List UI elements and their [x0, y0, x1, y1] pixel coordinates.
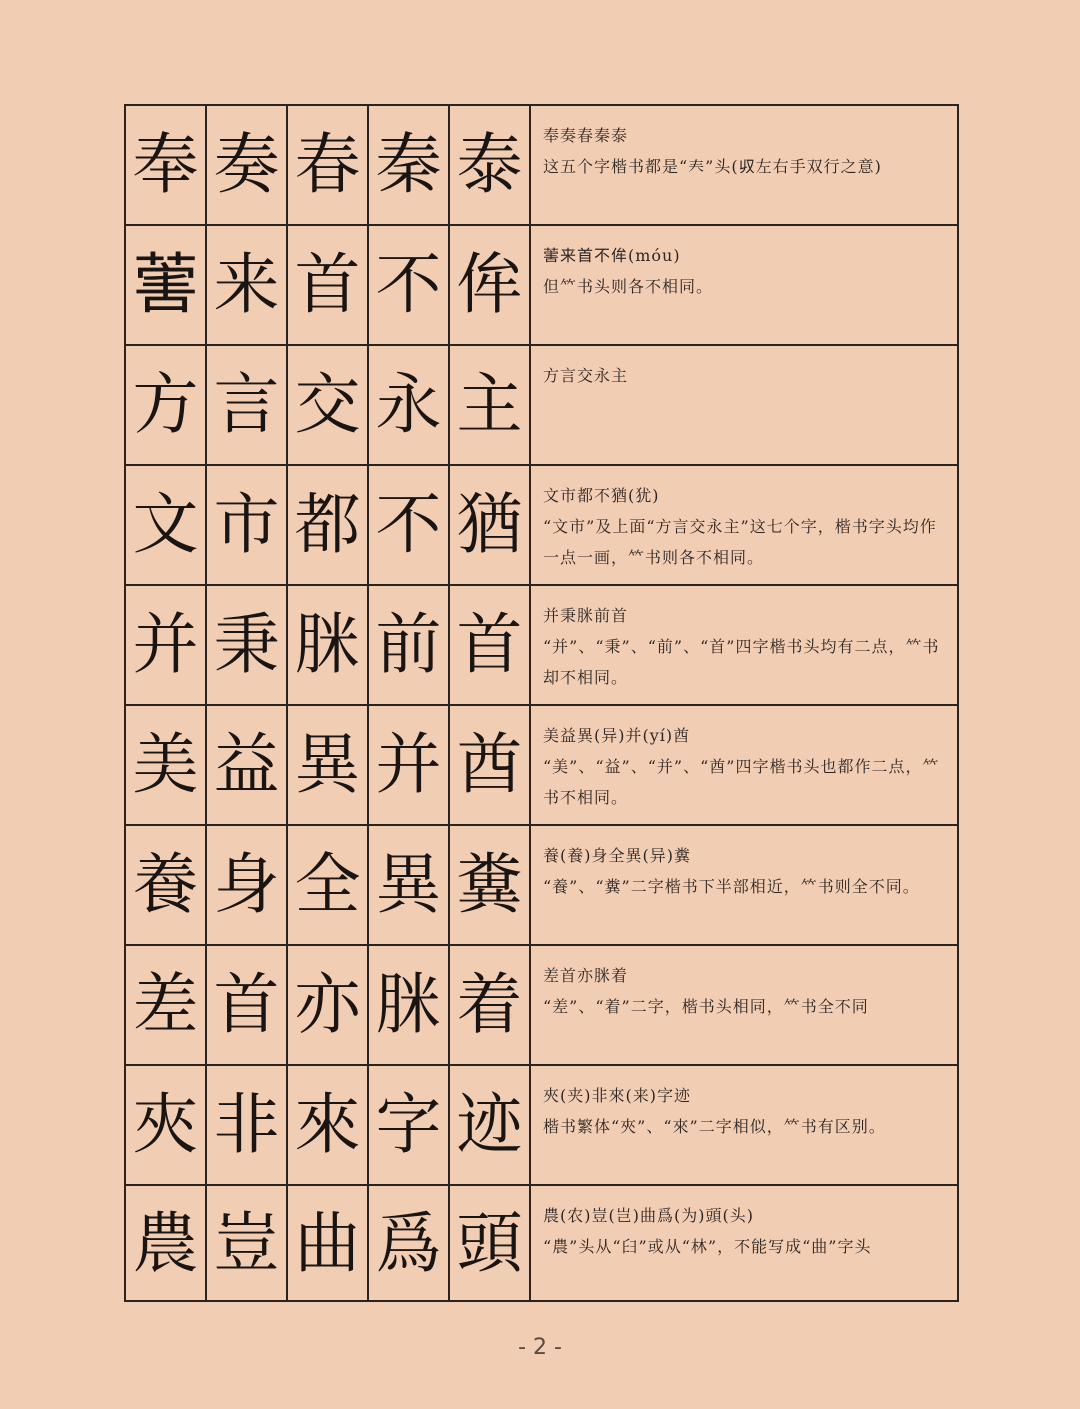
glyph-cell: 夾 — [126, 1066, 207, 1184]
table-row — [126, 1186, 957, 1302]
table-row — [126, 466, 957, 586]
row-title: 養(養)身全異(异)糞 — [543, 846, 691, 865]
row-description: “美”、“益”、“并”、“酋”四字楷书头也都作二点，𥫗书不相同。 — [543, 757, 940, 807]
glyph-cell: 猶 — [450, 466, 531, 584]
glyph-cell: 奏 — [207, 106, 288, 224]
glyph-cell: 全 — [288, 826, 369, 944]
glyph-cell: 迹 — [450, 1066, 531, 1184]
glyph-cell: 文 — [126, 466, 207, 584]
glyph-cell: 異 — [288, 706, 369, 824]
glyph-cell: 頭 — [450, 1186, 531, 1302]
row-description: “并”、“秉”、“前”、“首”四字楷书头均有二点，𥫗书却不相同。 — [543, 637, 940, 687]
glyph-cell: 曲 — [288, 1186, 369, 1302]
page-number: - 2 - — [518, 1335, 562, 1360]
glyph-cell: 酋 — [450, 706, 531, 824]
glyph-cell: 市 — [207, 466, 288, 584]
glyph-cell: 異 — [369, 826, 450, 944]
row-description: “養”、“糞”二字楷书下半部相近，𥫗书则全不同。 — [543, 877, 920, 896]
row-note — [531, 586, 957, 704]
row-note — [531, 1186, 957, 1302]
glyph-cell: 不 — [369, 226, 450, 344]
row-description: “農”头从“𦥑”或从“林”，不能写成“曲”字头 — [543, 1237, 872, 1256]
glyph-cell: 春 — [288, 106, 369, 224]
row-note — [531, 466, 957, 584]
row-title: 農(农)豈(岂)曲爲(为)頭(头) — [543, 1206, 754, 1225]
glyph-cell: 益 — [207, 706, 288, 824]
glyph-cell: 言 — [207, 346, 288, 464]
table-row — [126, 706, 957, 826]
table-row — [126, 1066, 957, 1186]
row-title: 差首亦脒着 — [543, 966, 629, 985]
glyph-cell: 糞 — [450, 826, 531, 944]
row-title: 𦵯来首不侔(móu) — [543, 246, 681, 265]
row-title: 夾(夹)非來(来)字迹 — [543, 1086, 691, 1105]
row-note — [531, 826, 957, 944]
row-description: 楷书繁体“夾”、“來”二字相似，𥫗书有区别。 — [543, 1117, 886, 1136]
glyph-cell: 方 — [126, 346, 207, 464]
glyph-cell: 着 — [450, 946, 531, 1064]
glyph-cell: 豈 — [207, 1186, 288, 1302]
row-description: “文市”及上面“方言交永主”这七个字，楷书字头均作一点一画，𥫗书则各不相同。 — [543, 517, 937, 567]
row-note — [531, 106, 957, 224]
glyph-cell: 美 — [126, 706, 207, 824]
row-title: 美益異(异)并(yí)酋 — [543, 726, 691, 745]
row-note — [531, 1066, 957, 1184]
row-note — [531, 226, 957, 344]
glyph-cell: 首 — [450, 586, 531, 704]
table-row — [126, 226, 957, 346]
glyph-table — [124, 104, 959, 1302]
row-note — [531, 946, 957, 1064]
glyph-cell: 農 — [126, 1186, 207, 1302]
glyph-cell: 奉 — [126, 106, 207, 224]
row-description: 这五个字楷书都是“𡗗”头(𠬞左右手双行之意) — [543, 157, 882, 176]
row-description: 但𥫗书头则各不相同。 — [543, 277, 714, 296]
glyph-cell: 來 — [288, 1066, 369, 1184]
glyph-cell: 前 — [369, 586, 450, 704]
glyph-cell: 𦵯 — [126, 226, 207, 344]
glyph-cell: 非 — [207, 1066, 288, 1184]
glyph-cell: 脒 — [369, 946, 450, 1064]
glyph-cell: 差 — [126, 946, 207, 1064]
glyph-cell: 字 — [369, 1066, 450, 1184]
glyph-cell: 交 — [288, 346, 369, 464]
table-row — [126, 346, 957, 466]
glyph-cell: 首 — [207, 946, 288, 1064]
row-title: 方言交永主 — [543, 366, 629, 385]
table-row — [126, 586, 957, 706]
glyph-cell: 爲 — [369, 1186, 450, 1302]
row-title: 奉奏春秦泰 — [543, 126, 629, 145]
glyph-cell: 不 — [369, 466, 450, 584]
glyph-cell: 主 — [450, 346, 531, 464]
glyph-cell: 秦 — [369, 106, 450, 224]
row-note — [531, 346, 957, 464]
glyph-cell: 并 — [126, 586, 207, 704]
row-title: 文市都不猶(犹) — [543, 486, 660, 505]
glyph-cell: 首 — [288, 226, 369, 344]
row-description: “差”、“着”二字，楷书头相同，𥫗书全不同 — [543, 997, 869, 1016]
table-row — [126, 946, 957, 1066]
glyph-cell: 亦 — [288, 946, 369, 1064]
glyph-cell: 脒 — [288, 586, 369, 704]
row-note — [531, 706, 957, 824]
glyph-cell: 秉 — [207, 586, 288, 704]
glyph-cell: 侔 — [450, 226, 531, 344]
glyph-cell: 来 — [207, 226, 288, 344]
glyph-cell: 身 — [207, 826, 288, 944]
glyph-cell: 都 — [288, 466, 369, 584]
glyph-cell: 并 — [369, 706, 450, 824]
glyph-cell: 泰 — [450, 106, 531, 224]
glyph-cell: 養 — [126, 826, 207, 944]
row-title: 并秉脒前首 — [543, 606, 629, 625]
glyph-cell: 永 — [369, 346, 450, 464]
table-row — [126, 826, 957, 946]
table-row — [126, 106, 957, 226]
